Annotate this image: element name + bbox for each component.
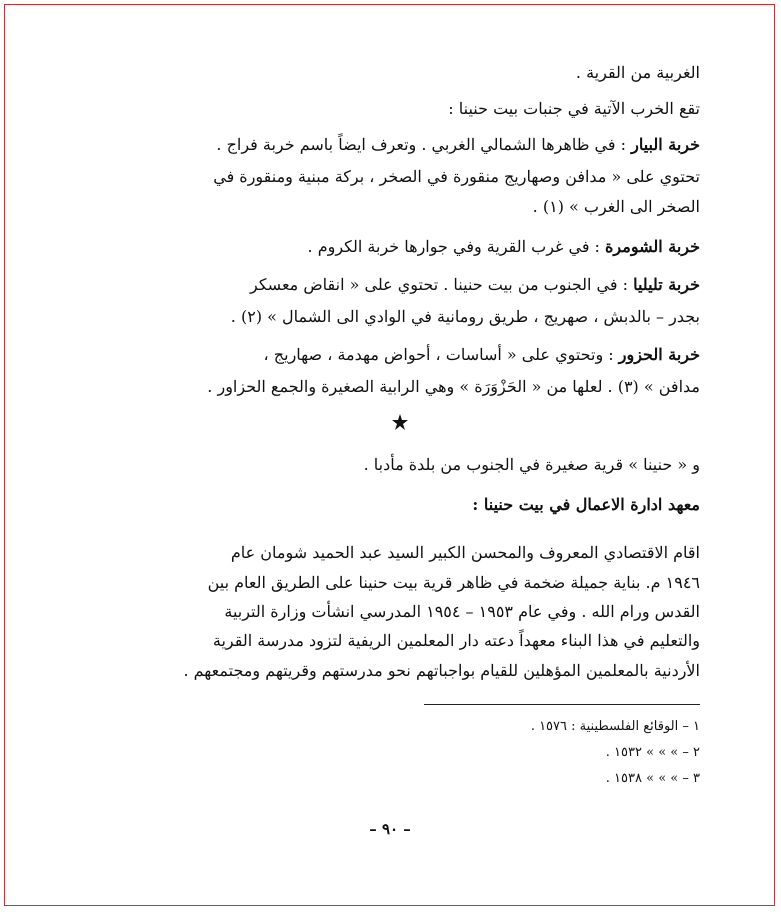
hazur-line-1: [60, 340, 700, 369]
bayyar-text-1: : في ظاهرها الشمالي الغربي . وتعرف ايضاً باسم خربة فراج .: [216, 135, 632, 154]
institute-title: معهد ادارة الاعمال في بيت حنينا :: [472, 495, 700, 514]
footnote-divider: [424, 704, 700, 705]
text-line-top: الغربية من القرية .: [575, 63, 700, 82]
bayyar-line-2: تحتوي على « مدافن وصهاريج منقورة في الصخر ، بركة مبنية ومنقورة في: [213, 167, 700, 186]
footnote-1: ١ – الوقائع الفلسطينية : ١٥٧٦ .: [530, 719, 700, 734]
hazur-line-2: مدافن » (٣) . لعلها من « الحَزْوَرَة » وهي الرابية الصغيرة والجمع الحزاور .: [207, 377, 700, 396]
tulaylia-line-1: [60, 270, 700, 299]
hazur-text-1: : وتحتوي على « أساسات ، أحواض مهدمة ، صهاريج ،: [263, 345, 619, 364]
footnote-3: ٣ – » » » ١٥٣٨ .: [605, 771, 700, 786]
paragraph-line-1: اقام الاقتصادي المعروف والمحسن الكبير السيد عبد الحميد شومان عام: [230, 543, 700, 562]
ruins-intro: تقع الخرب الآتية في جنبات بيت حنينا :: [448, 99, 700, 118]
paragraph-line-3: القدس ورام الله . وفي عام ١٩٥٣ – ١٩٥٤ المدرسي انشأت وزارة التربية: [224, 602, 700, 621]
paragraph-line-5: الأردنية بالمعلمين المؤهلين للقيام بواجباتهم نحو مدرستهم وقريتهم ومجتمعهم .: [183, 661, 700, 680]
bayyar-title: خربة البيار: [631, 135, 700, 154]
shumara-text: : في غرب القرية وفي جوارها خربة الكروم .: [307, 237, 606, 256]
paragraph-line-4: والتعليم في هذا البناء معهداً دعته دار المعلمين الريفية لتزود مدرسة القرية: [212, 631, 700, 650]
tulaylia-line-2: بجدر – بالدبش ، صهريج ، طريق رومانية في الوادي الى الشمال » (٢) .: [230, 307, 700, 326]
star-icon: [392, 414, 408, 430]
hazur-title: خربة الحزور: [618, 345, 700, 364]
bayyar-line-1: [60, 130, 700, 159]
bayyar-line-3: الصخر الى الغرب » (١) .: [532, 197, 700, 216]
paragraph-line-2: ١٩٤٦ م. بناية جميلة ضخمة في ظاهر قرية بيت حنينا على الطريق العام بين: [207, 573, 700, 592]
footnote-2: ٢ – » » » ١٥٣٢ .: [605, 745, 700, 760]
tulaylia-title: خربة تليليا: [633, 275, 700, 294]
tulaylia-text-1: : في الجنوب من بيت حنينا . تحتوي على « انقاض معسكر: [250, 275, 634, 294]
shumara-line: [60, 232, 700, 261]
hnina-line: و « حنينا » قرية صغيرة في الجنوب من بلدة مأدبا .: [363, 455, 700, 474]
page-number: – ٩٠ –: [369, 820, 411, 838]
shumara-title: خربة الشومرة: [605, 237, 700, 256]
